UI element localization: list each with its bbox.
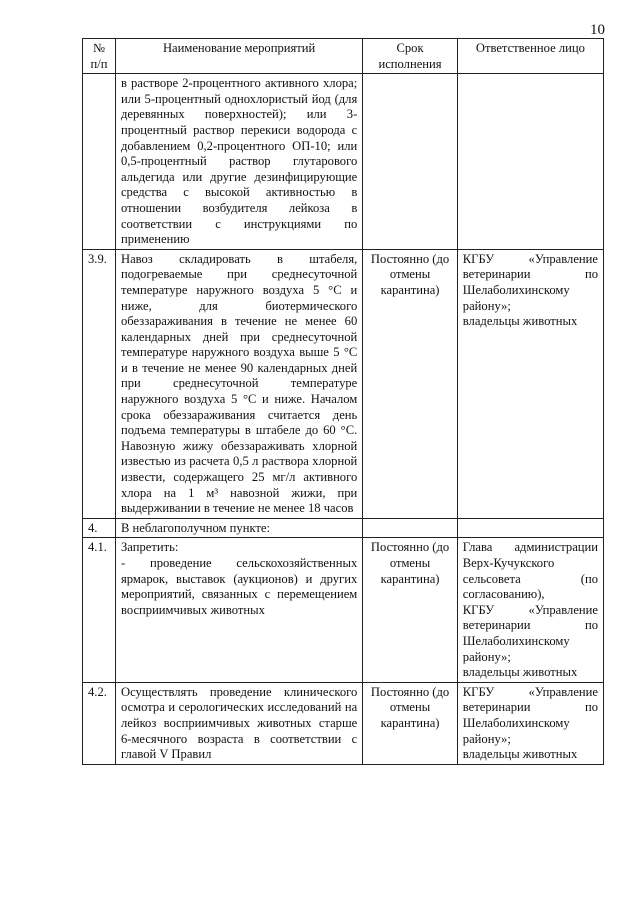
row-number-cell: 4.2. — [83, 682, 116, 764]
row-number-cell: 3.9. — [83, 249, 116, 518]
responsible-cell — [457, 74, 603, 250]
term-cell: Постоянно (до отмены карантина) — [363, 249, 458, 518]
page-number: 10 — [590, 22, 605, 38]
measure-name-cell: Навоз складировать в штабеля, подогреваемые при среднесуточной температуре наружного воздуха 5 °С и ниже, для биотермического обеззараживания в течение не менее 60 календарных дней при среднесуточной температуре наружного воздуха выше 5 °С и в течение не менее 90 календарных дней при среднесуточной температуре наружного воздуха 5 °С и ниже. Началом срока обеззараживания считается день подъема температуры в штабеле до 60 °С. Навозную жижу обеззараживать хлорной известью из расчета 0,5 л раствора хлорной извести, содержащего 25 мг/л активного хлора на 1 м³ навозной жижи, при выдерживании в течение не менее 18 часов — [115, 249, 362, 518]
table-body — [83, 74, 604, 765]
responsible-cell: КГБУ «Управление ветеринарии по Шелаболихинскому району»; владельцы животных — [457, 249, 603, 518]
table-row — [83, 249, 604, 518]
measure-name-cell: в растворе 2-процентного активного хлора; или 5-процентный однохлористый йод (для деревянных поверхностей); или 3-процентный раствор перекиси водорода с добавлением 0,2-процентного ОП-10; или 0,5-процентный раствор глутарового альдегида или другие дезинфицирующие средства с высокой активностью в отношении возбудителя лейкоза в соответствии с инструкциями по применению — [115, 74, 362, 250]
measure-name-cell: Осуществлять проведение клинического осмотра и серологических исследований на лейкоз восприимчивых животных старше 6-месячного возраста в соответствии с главой V Правил — [115, 682, 362, 764]
row-number-cell: 4. — [83, 518, 116, 538]
measures-table — [82, 38, 604, 765]
measure-name-cell: Запретить: - проведение сельскохозяйственных ярмарок, выставок (аукционов) и других мероприятий, связанных с перемещением восприимчивых животных — [115, 538, 362, 682]
responsible-cell — [457, 518, 603, 538]
table-row — [83, 74, 604, 250]
table-row — [83, 538, 604, 682]
table-row — [83, 518, 604, 538]
term-cell — [363, 74, 458, 250]
responsible-cell: Глава администрации Верх-Кучукского сельсовета (по согласованию), КГБУ «Управление ветеринарии по Шелаболихинскому району»; владельцы животных — [457, 538, 603, 682]
term-cell: Постоянно (до отмены карантина) — [363, 538, 458, 682]
measure-name-cell: В неблагополучном пункте: — [115, 518, 362, 538]
responsible-cell: КГБУ «Управление ветеринарии по Шелаболихинскому району»; владельцы животных — [457, 682, 603, 764]
header-number: № п/п — [83, 39, 116, 74]
term-cell — [363, 518, 458, 538]
row-number-cell: 4.1. — [83, 538, 116, 682]
term-cell: Постоянно (до отмены карантина) — [363, 682, 458, 764]
table-header-row — [83, 39, 604, 74]
header-responsible: Ответственное лицо — [457, 39, 603, 74]
header-term: Срок исполнения — [363, 39, 458, 74]
header-measure-name: Наименование мероприятий — [115, 39, 362, 74]
table-row — [83, 682, 604, 764]
row-number-cell — [83, 74, 116, 250]
